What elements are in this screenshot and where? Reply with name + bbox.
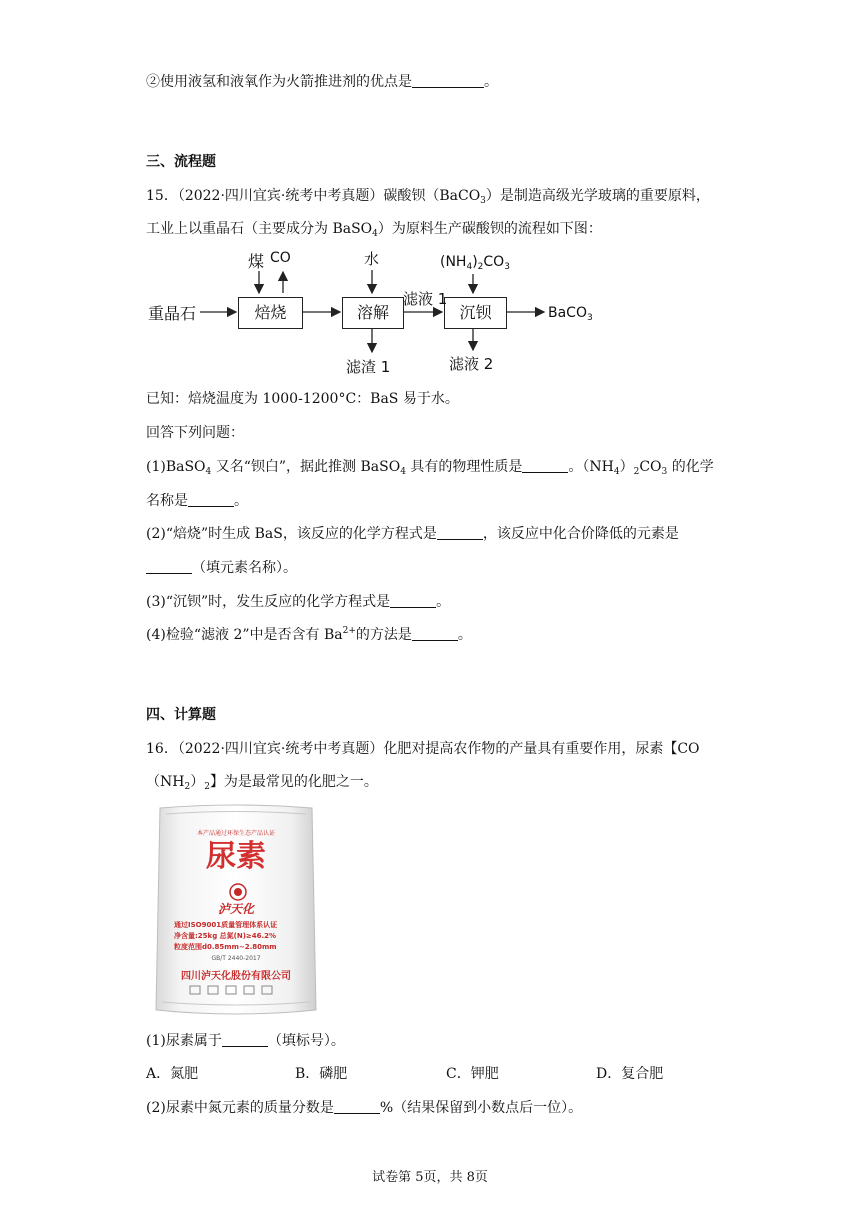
section-title-calc: 四、计算题 (146, 707, 216, 723)
flow-box-dissolve: 溶解 (342, 297, 404, 329)
q15-known: 已知：焙烧温度为 1000-1200°C：BaS 易于水。 (146, 391, 459, 407)
flow-box-precipitate: 沉钡 (444, 297, 507, 329)
q15-answer-prompt: 回答下列问题： (146, 425, 244, 441)
bag-company: 四川泸天化股份有限公司 (181, 971, 291, 982)
advantage-question: ②使用液氢和液氧作为火箭推进剂的优点是 。 (146, 74, 498, 90)
flow-filtrate-2: 滤液 2 (449, 355, 494, 373)
choice-c[interactable]: C．钾肥 (446, 1066, 499, 1082)
flow-residue-1: 滤渣 1 (346, 358, 391, 376)
flow-input-coal: 煤 (248, 252, 265, 271)
flow-box-roast: 焙烧 (238, 297, 303, 329)
bag-content-line: 净含量:25kg 总氮(N)≥46.2% (174, 932, 277, 940)
answer-blank[interactable] (412, 73, 484, 88)
page-footer: 试卷第 5页，共 8页 (372, 1170, 488, 1185)
section-title-flow: 三、流程题 (146, 154, 216, 170)
urea-bag-image (152, 802, 320, 1020)
flow-filtrate-1: 滤液 1 (403, 290, 448, 308)
q15-part2-line2: （填元素名称）。 (146, 558, 297, 578)
q16-line2: $(NH_2)_2$】为是最常见的化肥之一。 (146, 774, 378, 792)
answer-blank[interactable] (334, 1099, 380, 1114)
flow-output-co: CO (270, 250, 291, 266)
q16-part2: (2)尿素中氮元素的质量分数是 %（结果保留到小数点后一位）。 (146, 1100, 583, 1116)
answer-blank[interactable] (412, 626, 458, 641)
answer-blank[interactable] (222, 1032, 268, 1047)
flow-input-water: 水 (364, 250, 380, 268)
choice-b[interactable]: B．磷肥 (295, 1066, 348, 1082)
answer-blank[interactable] (146, 559, 192, 574)
bag-size-line: 粒度范围d0.85mm~2.80mm (174, 943, 277, 951)
q15-part3: (3)“沉钡”时，发生反应的化学方程式是 。 (146, 594, 451, 610)
bag-brand: 泸天化 (217, 902, 254, 916)
q15-part1-line2: 名称是 。 (146, 493, 248, 509)
flow-end-label: BaCO$_3$ (548, 305, 593, 323)
q16-line1: 16．（2022·四川宜宾·统考中考真题）化肥对提高农作物的产量具有重要作用，尿素【CO (146, 741, 700, 757)
answer-blank[interactable] (390, 593, 436, 608)
bag-standard-line: GB/T 2440-2017 (211, 955, 261, 962)
answer-blank[interactable] (522, 458, 568, 473)
q16-part1: (1)尿素属于 （填标号）。 (146, 1033, 345, 1049)
choice-a[interactable]: A．氮肥 (146, 1066, 199, 1082)
q15-part2-line1: (2)“焙烧”时生成 BaS，该反应的化学方程式是 ，该反应中化合价降低的元素是 (146, 526, 679, 542)
q15-part4: (4)检验“滤液 2”中是否含有 $Ba^{2+}$的方法是 。 (146, 626, 472, 643)
choice-d[interactable]: D．复合肥 (596, 1066, 664, 1082)
answer-blank[interactable] (437, 525, 483, 540)
q15-line2: 工业上以重晶石（主要成分为 BaSO$_4$）为原料生产碳酸钡的流程如下图： (146, 221, 602, 239)
bag-top-text: 本产品通过环保生态产品认证 (196, 830, 275, 837)
q15-line1: 15．（2022·四川宜宾·统考中考真题）碳酸钡（BaCO$_3$）是制造高级光学玻璃的重要原料， (146, 188, 710, 206)
flow-start-label: 重晶石 (148, 304, 197, 323)
bag-title: 尿素 (206, 839, 266, 874)
answer-blank[interactable] (188, 492, 234, 507)
flow-input-ammonium-carbonate: $(NH_4)_2CO_3$ (440, 254, 510, 272)
bag-cert-line: 通过ISO9001质量管理体系认证 (174, 921, 278, 929)
q15-part1-line1: (1)BaSO$_4$ 又名“钡白”，据此推测 BaSO$_4$ 具有的物理性质是 。$(NH_4)_2CO_3$ 的化学 (146, 459, 714, 477)
